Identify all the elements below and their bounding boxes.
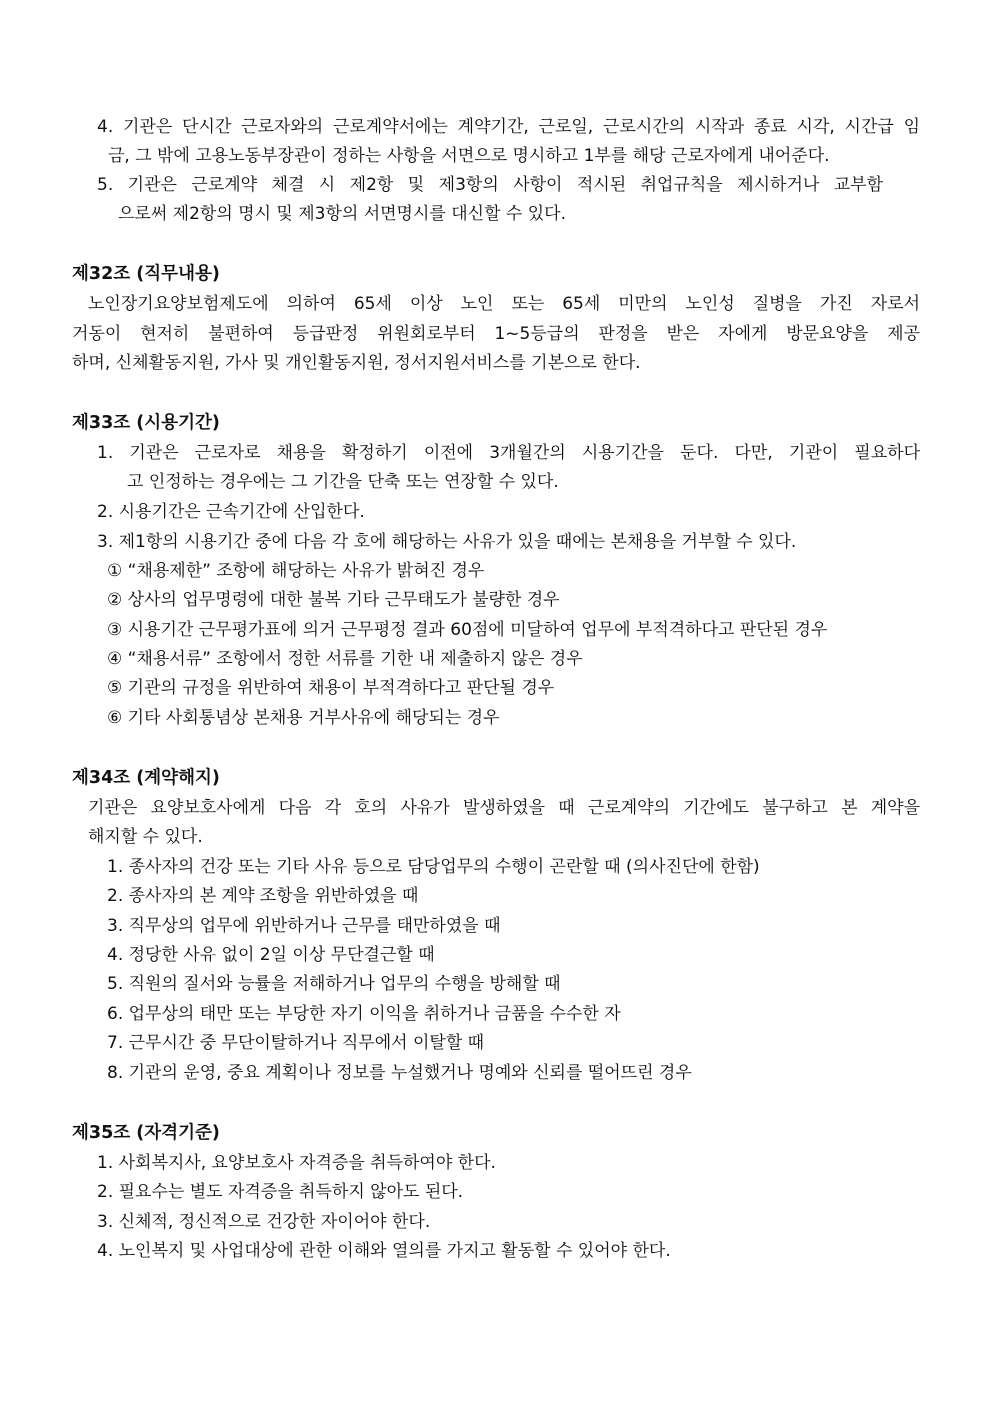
article-34-item-7: 7. 근무시간 중 무단이탈하거나 직무에서 이탈할 때 [107, 1033, 485, 1053]
article-32-line-1: 노인장기요양보험제도에 의하여 65세 이상 노인 또는 65세 미만의 노인성 질병을 가진 자로서 [88, 294, 920, 314]
intro-item-5-line-2: 으로써 제2항의 명시 및 제3항의 서면명시를 대신할 수 있다. [118, 204, 566, 224]
article-33-sub-item-1: ① “채용제한” 조항에 해당하는 사유가 밝혀진 경우 [107, 561, 485, 581]
article-35-heading: 제35조 (자격기준) [72, 1123, 220, 1143]
article-35-item-4: 4. 노인복지 및 사업대상에 관한 이해와 열의를 가지고 활동할 수 있어야 한다. [97, 1241, 671, 1261]
intro-item-5-line-1: 5. 기관은 근로계약 체결 시 제2항 및 제3항의 사항이 적시된 취업규칙을 제시하거나 교부함 [97, 175, 883, 195]
article-34-item-2: 2. 종사자의 본 계약 조항을 위반하였을 때 [107, 886, 419, 906]
article-33-item-1-line-2: 고 인정하는 경우에는 그 기간을 단축 또는 연장할 수 있다. [127, 472, 559, 492]
article-34-item-3: 3. 직무상의 업무에 위반하거나 근무를 태만하였을 때 [107, 916, 501, 936]
article-35-item-1: 1. 사회복지사, 요양보호사 자격증을 취득하여야 한다. [97, 1153, 496, 1173]
article-32-heading: 제32조 (직무내용) [72, 264, 220, 284]
article-33-sub-item-4: ④ “채용서류” 조항에서 정한 서류를 기한 내 제출하지 않은 경우 [107, 649, 583, 669]
article-34-item-6: 6. 업무상의 태만 또는 부당한 자기 이익을 취하거나 금품을 수수한 자 [107, 1004, 621, 1024]
article-33-sub-item-6: ⑥ 기타 사회통념상 본채용 거부사유에 해당되는 경우 [107, 708, 500, 728]
article-34-heading: 제34조 (계약해지) [72, 768, 220, 788]
article-33-sub-item-2: ② 상사의 업무명령에 대한 불복 기타 근무태도가 불량한 경우 [107, 590, 560, 610]
article-33-item-1-line-1: 1. 기관은 근로자로 채용을 확정하기 이전에 3개월간의 시용기간을 둔다. 다만, 기관이 필요하다 [97, 443, 920, 463]
article-34-item-8: 8. 기관의 운영, 중요 계획이나 정보를 누설했거나 명예와 신뢰를 떨어뜨린 경우 [107, 1063, 692, 1083]
article-33-sub-item-5: ⑤ 기관의 규정을 위반하여 채용이 부적격하다고 판단될 경우 [107, 678, 555, 698]
article-35-item-3: 3. 신체적, 정신적으로 건강한 자이어야 한다. [97, 1212, 431, 1232]
article-34-item-5: 5. 직원의 질서와 능률을 저해하거나 업무의 수행을 방해할 때 [107, 974, 561, 994]
article-33-sub-item-3: ③ 시용기간 근무평가표에 의거 근무평정 결과 60점에 미달하여 업무에 부적격하다고 판단된 경우 [107, 620, 828, 640]
article-35-item-2: 2. 필요수는 별도 자격증을 취득하지 않아도 된다. [97, 1182, 464, 1202]
article-34-line-1: 기관은 요양보호사에게 다음 각 호의 사유가 발생하였을 때 근로계약의 기간에도 불구하고 본 계약을 [88, 798, 920, 818]
article-34-item-1: 1. 종사자의 건강 또는 기타 사유 등으로 담당업무의 수행이 곤란할 때 (의사진단에 한함) [107, 857, 760, 877]
article-32-line-2: 거동이 현저히 불편하여 등급판정 위원회로부터 1~5등급의 판정을 받은 자에게 방문요양을 제공 [72, 324, 920, 344]
article-34-item-4: 4. 정당한 사유 없이 2일 이상 무단결근할 때 [107, 945, 435, 965]
article-33-item-2: 2. 시용기간은 근속기간에 산입한다. [97, 502, 365, 522]
intro-item-4-line-2: 금, 그 밖에 고용노동부장관이 정하는 사항을 서면으로 명시하고 1부를 해당 근로자에게 내어준다. [108, 146, 830, 166]
article-32-line-3: 하며, 신체활동지원, 가사 및 개인활동지원, 정서지원서비스를 기본으로 한다. [72, 353, 641, 373]
article-33-heading: 제33조 (시용기간) [72, 413, 220, 433]
intro-item-4-line-1: 4. 기관은 단시간 근로자와의 근로계약서에는 계약기간, 근로일, 근로시간의 시작과 종료 시각, 시간급 임 [97, 117, 920, 137]
article-34-line-2: 해지할 수 있다. [88, 827, 203, 847]
article-33-item-3: 3. 제1항의 시용기간 중에 다음 각 호에 해당하는 사유가 있을 때에는 본채용을 거부할 수 있다. [97, 532, 797, 552]
